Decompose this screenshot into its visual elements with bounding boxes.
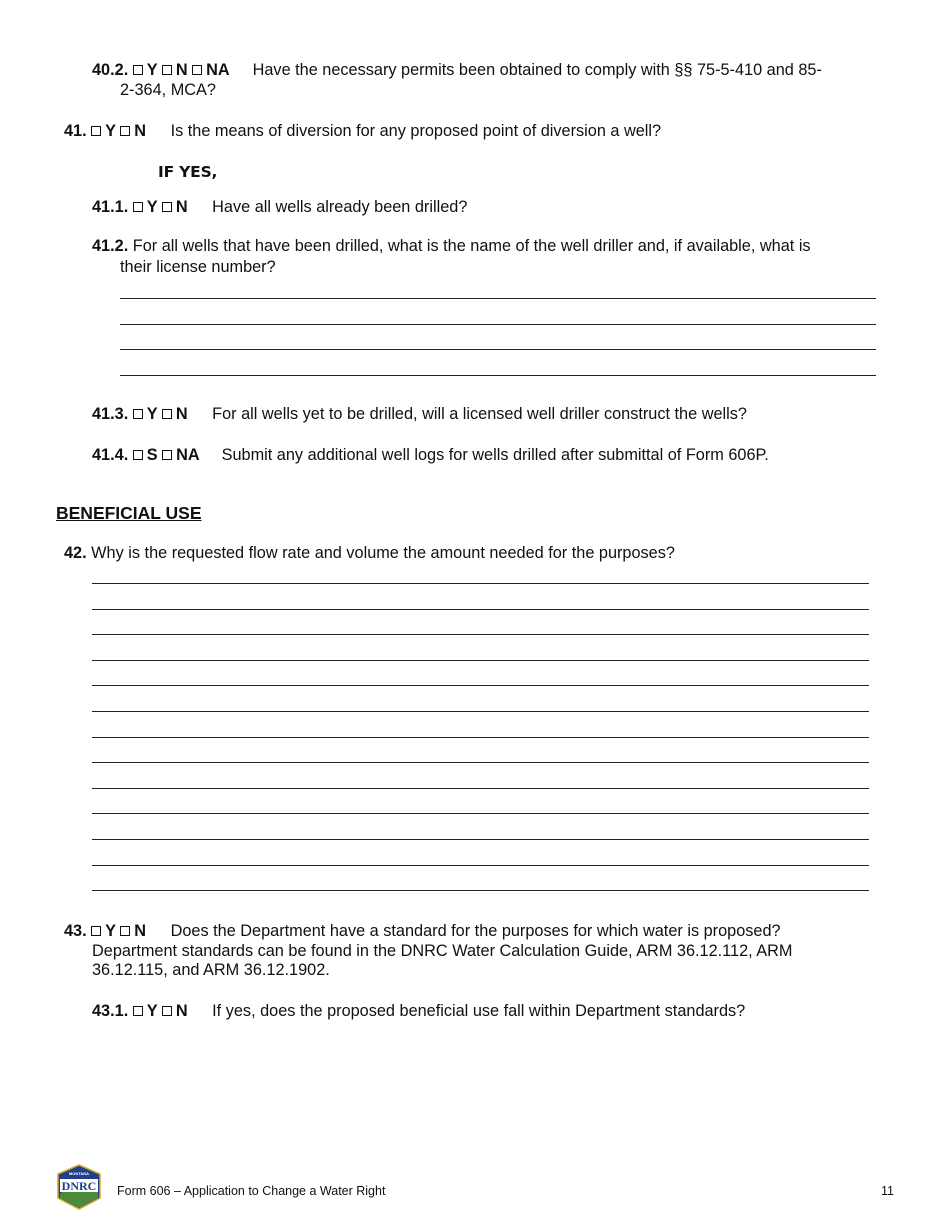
question-number: 41. (64, 122, 87, 140)
option-label: Y (105, 122, 116, 140)
checkbox-icon[interactable] (120, 126, 130, 136)
question-41-3 (92, 404, 747, 424)
option-label: Y (146, 198, 158, 216)
answer-line[interactable] (92, 711, 869, 712)
question-text: For all wells that have been drilled, what is the name of the well driller and, if available, what is (132, 237, 811, 255)
question-number: 43. (64, 922, 87, 940)
answer-line[interactable] (92, 634, 869, 635)
answer-line[interactable] (92, 762, 869, 763)
option-label: Y (146, 61, 158, 79)
checkbox-icon[interactable] (162, 1006, 172, 1016)
answer-line[interactable] (92, 788, 869, 789)
question-number: 40.2. (92, 61, 129, 79)
option-label: N (134, 122, 147, 140)
logo-top-text: MONTANA (68, 1171, 90, 1176)
logo-text: DNRC (61, 1179, 97, 1193)
question-number: 41.4. (92, 446, 129, 464)
checkbox-icon[interactable] (91, 126, 101, 136)
checkbox-icon[interactable] (133, 202, 143, 212)
question-43-continued-2: 36.12.115, and ARM 36.12.1902. (92, 961, 330, 979)
answer-line[interactable] (92, 890, 869, 891)
question-text: If yes, does the proposed beneficial use fall within Department standards? (212, 1002, 746, 1020)
question-text: Have all wells already been drilled? (212, 198, 468, 216)
question-41-4 (92, 445, 769, 465)
option-label: Y (105, 922, 116, 940)
question-41-2 (92, 236, 811, 256)
checkbox-icon[interactable] (133, 65, 143, 75)
answer-line[interactable] (92, 813, 869, 814)
answer-line[interactable] (120, 298, 876, 299)
question-text: Is the means of diversion for any proposed point of diversion a well? (170, 122, 662, 140)
answer-line[interactable] (120, 375, 876, 376)
question-text: For all wells yet to be drilled, will a licensed well driller construct the wells? (212, 405, 747, 423)
option-label: S (146, 446, 158, 464)
answer-line[interactable] (120, 324, 876, 325)
question-43-1 (92, 1001, 745, 1021)
question-text: Have the necessary permits been obtained to comply with §§ 75-5-410 and 85- (252, 61, 822, 79)
option-label: N (134, 922, 147, 940)
question-number: 41.3. (92, 405, 129, 423)
checkbox-icon[interactable] (120, 926, 130, 936)
answer-line[interactable] (92, 865, 869, 866)
question-number: 43.1. (92, 1002, 129, 1020)
checkbox-icon[interactable] (133, 409, 143, 419)
question-text: Why is the requested flow rate and volume the amount needed for the purposes? (91, 544, 675, 562)
question-43-continued: Department standards can be found in the DNRC Water Calculation Guide, ARM 36.12.112, ARM (92, 942, 793, 960)
page-number: 11 (881, 1184, 894, 1198)
answer-line[interactable] (92, 685, 869, 686)
question-41-2-continued: their license number? (120, 258, 276, 276)
question-42 (64, 543, 675, 563)
option-label: N (175, 405, 188, 423)
option-label: NA (176, 446, 200, 464)
question-43 (64, 921, 781, 941)
dnrc-logo (55, 1164, 103, 1210)
footer-form-title: Form 606 – Application to Change a Water Right (117, 1184, 386, 1198)
answer-line[interactable] (92, 839, 869, 840)
answer-line[interactable] (92, 609, 869, 610)
answer-lines-42[interactable] (92, 583, 869, 893)
answer-line[interactable] (92, 583, 869, 584)
option-label: N (175, 61, 188, 79)
answer-line[interactable] (92, 660, 869, 661)
question-41-1 (92, 197, 467, 217)
option-label: NA (206, 61, 230, 79)
question-number: 41.1. (92, 198, 129, 216)
checkbox-icon[interactable] (91, 926, 101, 936)
option-label: Y (146, 405, 158, 423)
checkbox-icon[interactable] (162, 202, 172, 212)
if-yes-label: IF YES, (158, 163, 218, 181)
question-41 (64, 121, 661, 141)
option-label: Y (146, 1002, 158, 1020)
question-text: Does the Department have a standard for the purposes for which water is proposed? (170, 922, 781, 940)
checkbox-icon[interactable] (162, 450, 172, 460)
checkbox-icon[interactable] (162, 409, 172, 419)
checkbox-icon[interactable] (133, 1006, 143, 1016)
question-number: 42. (64, 544, 87, 562)
answer-line[interactable] (120, 349, 876, 350)
answer-lines-41-2[interactable] (120, 298, 876, 378)
option-label: N (175, 1002, 188, 1020)
checkbox-icon[interactable] (133, 450, 143, 460)
answer-line[interactable] (92, 737, 869, 738)
question-40-2 (92, 60, 822, 80)
checkbox-icon[interactable] (162, 65, 172, 75)
question-number: 41.2. (92, 237, 129, 255)
question-40-2-continued: 2-364, MCA? (120, 81, 216, 99)
checkbox-icon[interactable] (192, 65, 202, 75)
section-heading-beneficial-use: BENEFICIAL USE (56, 503, 202, 523)
option-label: N (175, 198, 188, 216)
question-text: Submit any additional well logs for wells drilled after submittal of Form 606P. (221, 446, 769, 464)
